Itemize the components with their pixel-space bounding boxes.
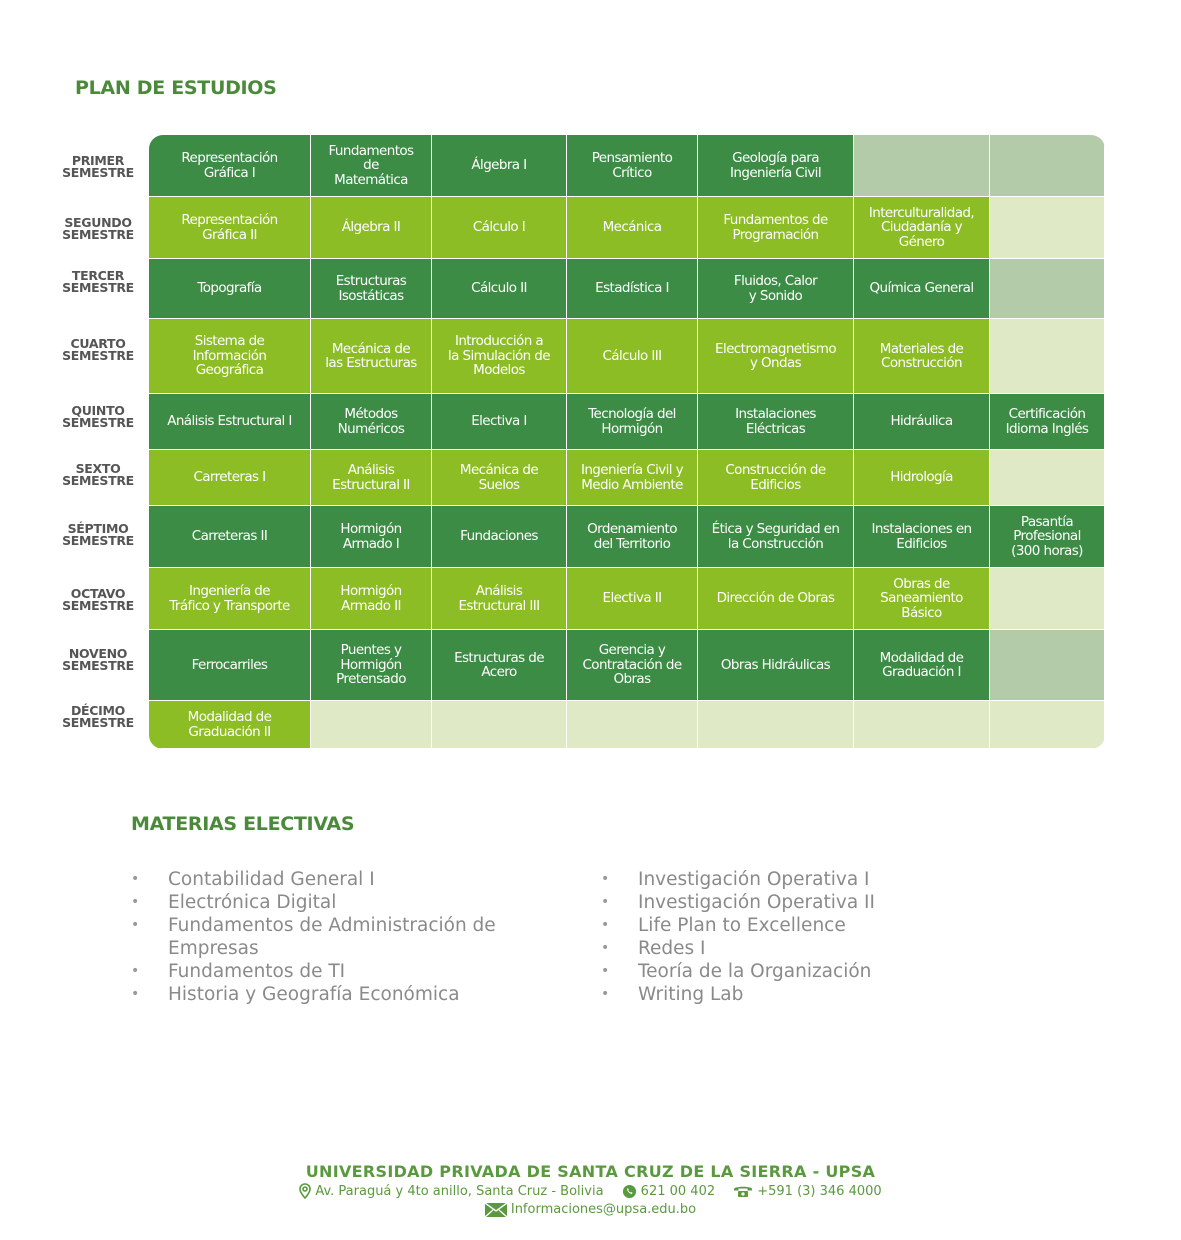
email-link[interactable]: Informaciones@upsa.edu.bo: [510, 1202, 697, 1217]
course-name: Álgebra II: [341, 219, 401, 236]
course-name: Materiales de Construcción: [879, 340, 964, 371]
address-text: Av. Paraguá y 4to anillo, Santa Cruz - Bolivia: [315, 1183, 604, 1199]
semester-label-line: CUARTO: [70, 336, 126, 351]
bullet-icon: •: [131, 917, 140, 933]
course-name: Hormigón Armado I: [340, 521, 402, 552]
course-name: Cálculo I: [472, 219, 526, 236]
empty-cell: [990, 135, 1105, 197]
contact-line: [0, 1183, 1181, 1199]
bullet-icon: •: [601, 871, 610, 887]
course-name: Tecnología del Hormigón: [588, 406, 676, 437]
electives-list-left: [131, 868, 496, 1006]
course-cell: [149, 450, 311, 506]
whatsapp-text: 621 00 402: [640, 1183, 716, 1199]
course-cell: [990, 394, 1105, 450]
course-cell: [311, 630, 432, 701]
elective-item: • Electrónica Digital: [131, 892, 337, 913]
course-name: Química General: [869, 280, 974, 297]
course-name: Representación Gráfica I: [181, 150, 278, 181]
course-name: Hidráulica: [890, 413, 953, 430]
course-cell: [567, 568, 698, 630]
course-name: Certificación Idioma Inglés: [1005, 406, 1089, 437]
course-name: Modalidad de Graduación I: [879, 649, 964, 680]
course-cell: [854, 630, 990, 701]
empty-cell: [854, 135, 990, 197]
course-cell: [311, 568, 432, 630]
semester-label-line: SEXTO: [75, 461, 121, 476]
elective-item: • Writing Lab: [601, 984, 744, 1005]
course-name: Mecánica de Suelos: [459, 462, 539, 493]
course-name: Análisis Estructural II: [332, 462, 410, 493]
course-cell: [311, 135, 432, 197]
course-cell: [149, 394, 311, 450]
course-cell: [149, 568, 311, 630]
course-name: Modalidad de Graduación II: [187, 709, 272, 740]
empty-cell: [990, 701, 1105, 749]
phone-text: +591 (3) 346 4000: [757, 1183, 882, 1199]
course-cell: [432, 319, 567, 394]
envelope-icon: [485, 1203, 507, 1217]
semester-label-line: SEMESTRE: [62, 227, 134, 242]
course-name: Instalaciones en Edificios: [871, 521, 972, 552]
empty-cell: [432, 701, 567, 749]
semester-label-line: SEMESTRE: [62, 280, 134, 295]
course-name: Análisis Estructural I: [167, 413, 292, 430]
elective-item: • Life Plan to Excellence: [601, 915, 846, 936]
course-name: Ordenamiento del Territorio: [587, 521, 677, 552]
elective-item: • Investigación Operativa II: [601, 892, 875, 913]
bullet-icon: •: [131, 963, 140, 979]
course-cell: [698, 259, 854, 319]
course-name: Gerencia y Contratación de Obras: [582, 642, 682, 688]
course-name: Electiva II: [602, 590, 662, 607]
course-name: Estadística I: [595, 280, 669, 297]
course-cell: [567, 319, 698, 394]
course-cell: [432, 197, 567, 259]
semester-label: [55, 155, 141, 179]
semester-label-line: SEMESTRE: [62, 165, 134, 180]
course-name: Obras de Saneamiento Básico: [880, 575, 963, 621]
semester-label-line: NOVENO: [68, 646, 128, 661]
course-name: Geología para Ingeniería Civil: [730, 150, 821, 181]
telephone-icon: [733, 1184, 753, 1198]
semester-label-line: SEMESTRE: [62, 473, 134, 488]
course-name: Pensamiento Crítico: [591, 150, 673, 181]
course-cell: [432, 259, 567, 319]
course-cell: [149, 319, 311, 394]
course-name: Pasantía Profesional (300 horas): [1011, 513, 1083, 559]
course-name: Ingeniería de Tráfico y Transporte: [169, 583, 290, 614]
semester-label: [55, 217, 141, 241]
course-cell: [311, 259, 432, 319]
empty-cell: [990, 630, 1105, 701]
course-name: Sistema de Información Geográfica: [192, 333, 267, 379]
empty-cell: [567, 701, 698, 749]
course-name: Interculturalidad, Ciudadanía y Género: [868, 204, 975, 250]
empty-cell: [990, 319, 1105, 394]
semester-label-line: SEMESTRE: [62, 348, 134, 363]
course-cell: [567, 450, 698, 506]
course-name: Estructuras de Acero: [454, 649, 544, 680]
semester-label-line: SÉPTIMO: [67, 521, 129, 536]
course-name: Mecánica de las Estructuras: [325, 340, 417, 371]
course-name: Instalaciones Eléctricas: [735, 406, 816, 437]
course-cell: [149, 506, 311, 568]
course-cell: [432, 630, 567, 701]
bullet-icon: •: [601, 894, 610, 910]
semester-label-line: OCTAVO: [70, 586, 126, 601]
course-name: Carreteras I: [193, 469, 266, 486]
empty-cell: [698, 701, 854, 749]
empty-cell: [990, 568, 1105, 630]
course-name: Cálculo III: [602, 347, 662, 364]
whatsapp-icon: [622, 1184, 637, 1199]
curriculum-grid: [149, 135, 1105, 749]
course-cell: [311, 394, 432, 450]
empty-cell: [990, 450, 1105, 506]
semester-label: [55, 338, 141, 362]
bullet-icon: •: [131, 871, 140, 887]
semester-label-line: SEMESTRE: [62, 415, 134, 430]
course-name: Fundaciones: [460, 528, 538, 545]
course-name: Métodos Numéricos: [337, 406, 405, 437]
semester-label: [55, 588, 141, 612]
semester-label-line: SEGUNDO: [64, 215, 132, 230]
course-name: Ética y Seguridad en la Construcción: [711, 521, 840, 552]
course-name: Ingeniería Civil y Medio Ambiente: [580, 462, 684, 493]
course-name: Análisis Estructural III: [458, 583, 540, 614]
elective-item: • Contabilidad General I: [131, 869, 375, 890]
course-name: Electromagnetismo y Ondas: [715, 340, 836, 371]
electives-list-right: [601, 868, 875, 1006]
elective-item: • Redes I: [601, 938, 706, 959]
email-line: [0, 1202, 1181, 1217]
bullet-icon: •: [601, 940, 610, 956]
location-pin-icon: [299, 1183, 311, 1199]
course-cell: [567, 259, 698, 319]
course-name: Dirección de Obras: [716, 590, 835, 607]
course-name: Fluidos, Calor y Sonido: [733, 273, 818, 304]
course-cell: [698, 506, 854, 568]
course-cell: [149, 197, 311, 259]
course-name: Construcción de Edificios: [725, 462, 826, 493]
course-cell: [432, 450, 567, 506]
elective-item: • Fundamentos de TI: [131, 961, 346, 982]
course-name: Carreteras II: [191, 528, 268, 545]
course-name: Mecánica: [602, 219, 662, 236]
course-cell: [990, 506, 1105, 568]
semester-label-line: SEMESTRE: [62, 598, 134, 613]
course-cell: [698, 450, 854, 506]
course-cell: [854, 450, 990, 506]
course-cell: [149, 259, 311, 319]
empty-cell: [990, 197, 1105, 259]
course-cell: [567, 394, 698, 450]
course-cell: [311, 450, 432, 506]
university-name: UNIVERSIDAD PRIVADA DE SANTA CRUZ DE LA SIERRA - UPSA: [305, 1162, 876, 1181]
semester-label-line: SEMESTRE: [62, 533, 134, 548]
course-cell: [698, 394, 854, 450]
course-cell: [149, 630, 311, 701]
course-cell: [311, 197, 432, 259]
semester-label-line: TERCER: [71, 268, 125, 283]
course-name: Cálculo II: [471, 280, 527, 297]
semester-label-line: SEMESTRE: [62, 715, 134, 730]
course-name: Estructuras Isostáticas: [335, 273, 407, 304]
electives-title: MATERIAS ELECTIVAS: [131, 813, 355, 835]
course-name: Fundamentos de Programación: [723, 212, 828, 243]
course-cell: [698, 319, 854, 394]
elective-item: • Teoría de la Organización: [601, 961, 872, 982]
page-title: PLAN DE ESTUDIOS: [75, 77, 277, 99]
course-cell: [698, 568, 854, 630]
bullet-icon: •: [131, 986, 140, 1002]
elective-item: • Fundamentos de Administración de Empresas: [131, 915, 496, 959]
bullet-icon: •: [601, 986, 610, 1002]
course-cell: [698, 135, 854, 197]
course-cell: [432, 135, 567, 197]
semester-label: [55, 463, 141, 487]
course-cell: [432, 394, 567, 450]
course-cell: [432, 568, 567, 630]
course-cell: [854, 506, 990, 568]
course-cell: [854, 394, 990, 450]
semester-label: [55, 648, 141, 672]
course-cell: [567, 506, 698, 568]
bullet-icon: •: [601, 963, 610, 979]
bullet-icon: •: [601, 917, 610, 933]
course-cell: [311, 506, 432, 568]
course-name: Hormigón Armado II: [340, 583, 402, 614]
course-cell: [567, 135, 698, 197]
course-name: Introducción a la Simulación de Modelos: [448, 333, 550, 379]
empty-cell: [990, 259, 1105, 319]
course-cell: [432, 506, 567, 568]
course-cell: [698, 630, 854, 701]
bullet-icon: •: [131, 894, 140, 910]
course-name: Álgebra I: [471, 157, 527, 174]
elective-item: • Investigación Operativa I: [601, 869, 870, 890]
semester-label: [55, 523, 141, 547]
course-cell: [854, 197, 990, 259]
course-cell: [854, 259, 990, 319]
course-name: Topografía: [197, 280, 262, 297]
course-name: Ferrocarriles: [191, 656, 268, 673]
course-name: Representación Gráfica II: [181, 212, 278, 243]
course-cell: [149, 135, 311, 197]
semester-label: [55, 705, 141, 729]
course-cell: [567, 630, 698, 701]
course-cell: [149, 701, 311, 749]
course-cell: [854, 319, 990, 394]
course-cell: [567, 197, 698, 259]
empty-cell: [854, 701, 990, 749]
course-cell: [854, 568, 990, 630]
semester-label: [55, 270, 141, 294]
course-name: Fundamentos de Matemática: [328, 142, 414, 188]
semester-label-line: QUINTO: [71, 403, 125, 418]
course-name: Obras Hidráulicas: [720, 656, 831, 673]
semester-label-line: SEMESTRE: [62, 658, 134, 673]
course-cell: [698, 197, 854, 259]
semester-label-line: DÉCIMO: [70, 703, 125, 718]
semester-label: [55, 405, 141, 429]
course-name: Hidrología: [890, 469, 953, 486]
course-name: Puentes y Hormigón Pretensado: [336, 642, 406, 688]
empty-cell: [311, 701, 432, 749]
semester-label-line: PRIMER: [71, 153, 125, 168]
course-name: Electiva I: [471, 413, 527, 430]
course-cell: [311, 319, 432, 394]
elective-item: • Historia y Geografía Económica: [131, 984, 460, 1005]
